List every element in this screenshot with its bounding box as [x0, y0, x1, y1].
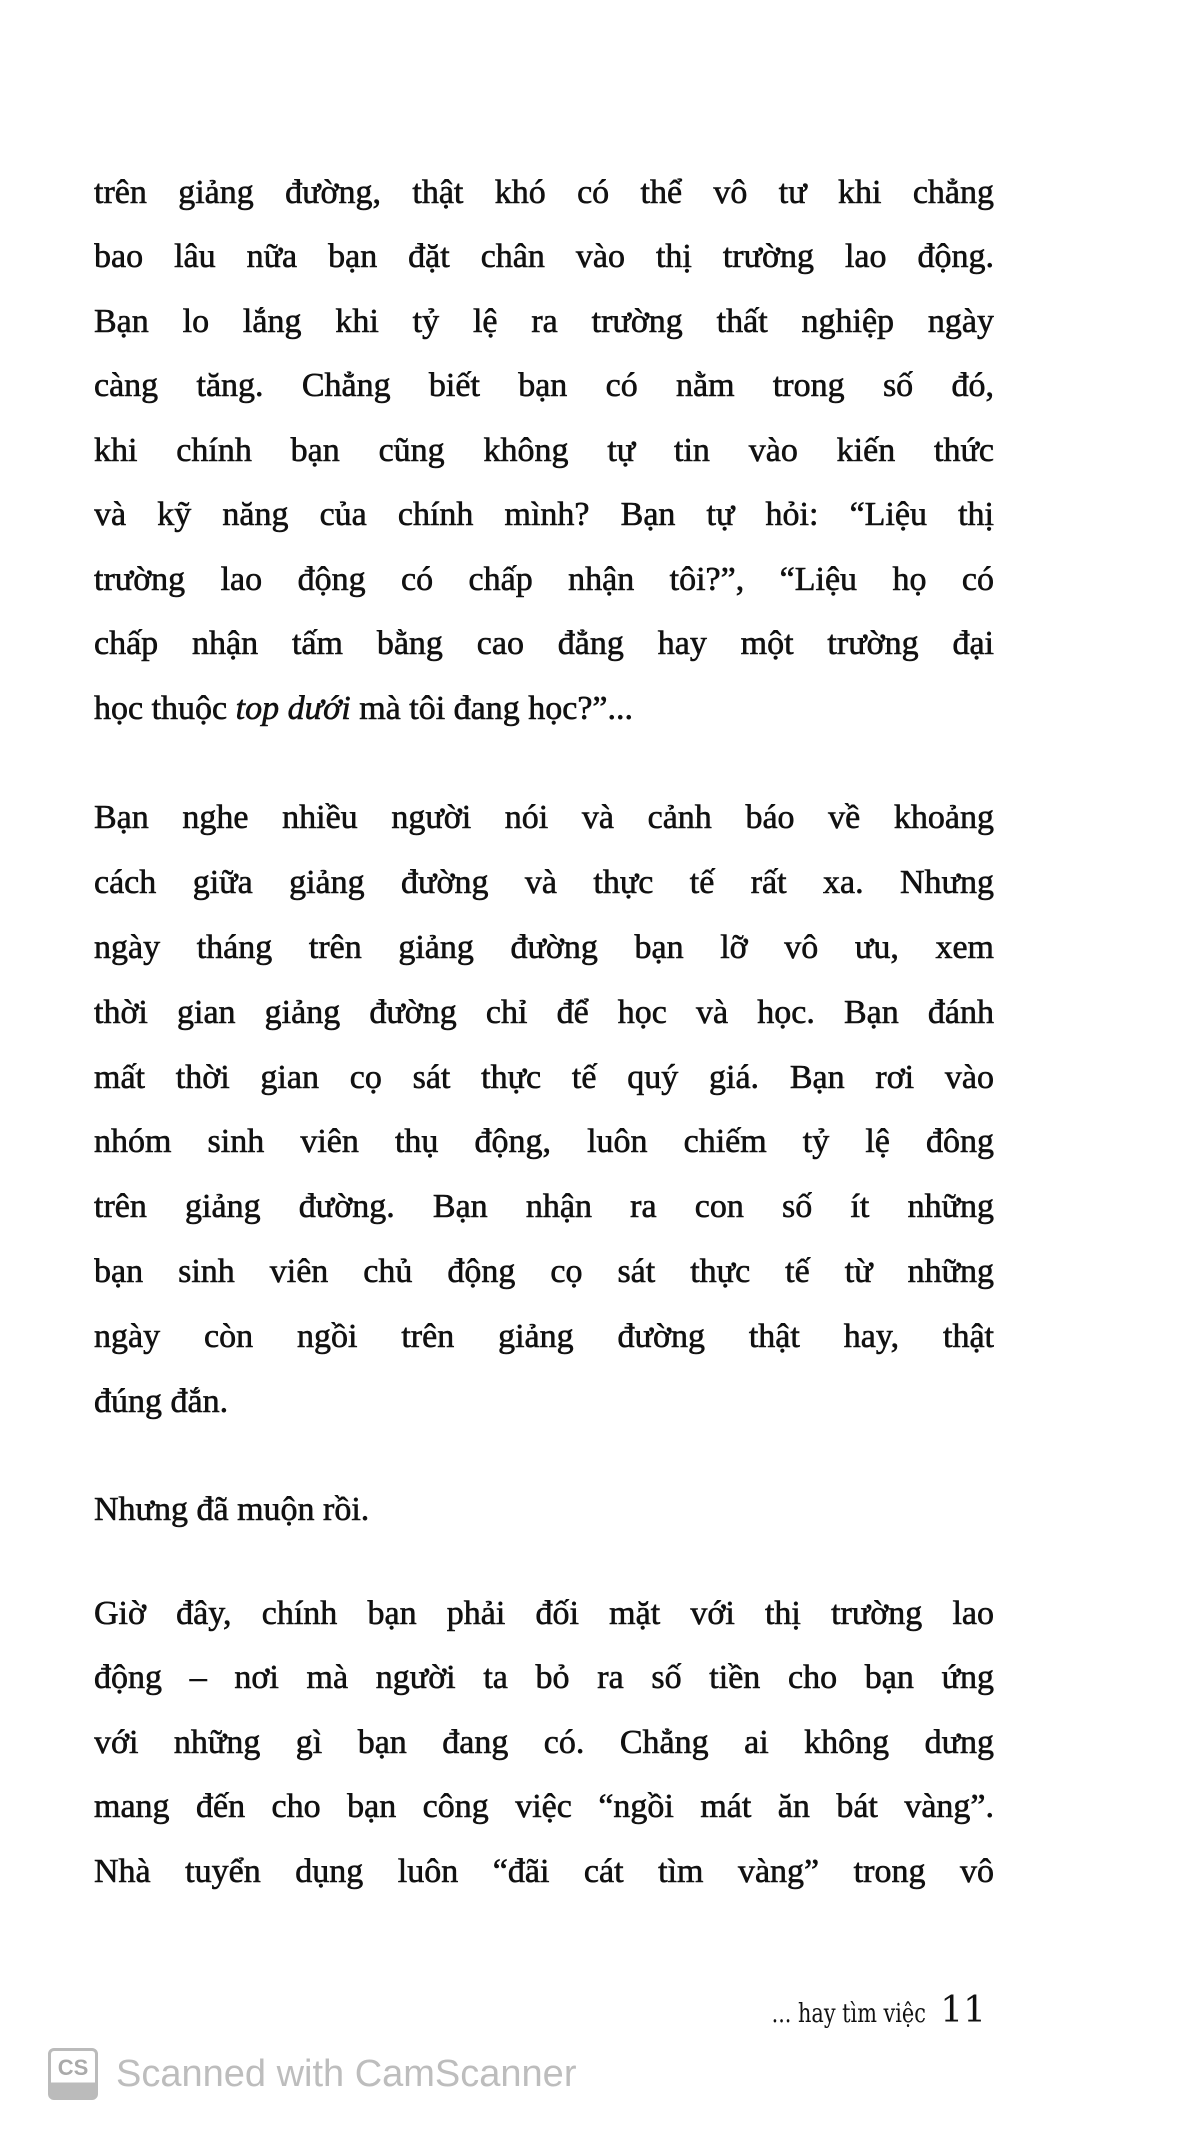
text-line: mất thời gian cọ sát thực tế quý giá. Bạn rơi vào [94, 1059, 994, 1096]
text-line: trên giảng đường. Bạn nhận ra con số ít những [94, 1188, 994, 1225]
text-line: ngày còn ngồi trên giảng đường thật hay, thật [94, 1318, 994, 1355]
text-line: bao lâu nữa bạn đặt chân vào thị trường lao động. [94, 238, 994, 275]
text-line: trường lao động có chấp nhận tôi?”, “Liệu họ có [94, 561, 994, 598]
text-line: đúng đắn. [94, 1383, 229, 1420]
text-line: Giờ đây, chính bạn phải đối mặt với thị trường lao [94, 1595, 994, 1632]
text-line: cách giữa giảng đường và thực tế rất xa. Nhưng [94, 864, 994, 901]
running-title: ... hay tìm việc [771, 1999, 927, 2029]
text-line: với những gì bạn đang có. Chẳng ai không dưng [94, 1724, 994, 1761]
text-line: bạn sinh viên chủ động cọ sát thực tế từ những [94, 1253, 994, 1290]
text-line: thời gian giảng đường chỉ để học và học. Bạn đánh [94, 994, 994, 1031]
page-footer [733, 1990, 986, 2031]
text-line: động – nơi mà người ta bỏ ra số tiền cho bạn ứng [94, 1659, 994, 1696]
italic-term: top dưới [235, 690, 351, 727]
text-line: Nhà tuyển dụng luôn “đãi cát tìm vàng” trong vô [94, 1853, 994, 1890]
paragraph-3: Nhưng đã muộn rồi. [94, 1491, 370, 1528]
text-line: và kỹ năng của chính mình? Bạn tự hỏi: “Liệu thị [94, 496, 994, 533]
text-line: nhóm sinh viên thụ động, luôn chiếm tỷ lệ đông [94, 1123, 994, 1160]
page-number: 11 [940, 1990, 986, 2031]
camscanner-watermark [48, 2048, 576, 2100]
text-line: Bạn nghe nhiều người nói và cảnh báo về khoảng [94, 799, 994, 836]
text-line: ngày tháng trên giảng đường bạn lỡ vô ưu, xem [94, 929, 994, 966]
text-run: mà tôi đang học?”... [350, 690, 634, 727]
text-line: mang đến cho bạn công việc “ngồi mát ăn bát vàng”. [94, 1788, 994, 1825]
text-run: học thuộc [94, 690, 236, 727]
watermark-text: Scanned with CamScanner [116, 2052, 577, 2095]
camscanner-logo-icon: CS [48, 2048, 98, 2100]
text-line: chấp nhận tấm bằng cao đẳng hay một trường đại [94, 625, 994, 662]
text-line: trên giảng đường, thật khó có thể vô tư khi chẳng [94, 174, 994, 211]
text-line [94, 677, 994, 741]
text-line: khi chính bạn cũng không tự tin vào kiến thức [94, 432, 994, 469]
text-line: càng tăng. Chẳng biết bạn có nằm trong số đó, [94, 367, 994, 404]
text-line: Bạn lo lắng khi tỷ lệ ra trường thất nghiệp ngày [94, 303, 994, 340]
